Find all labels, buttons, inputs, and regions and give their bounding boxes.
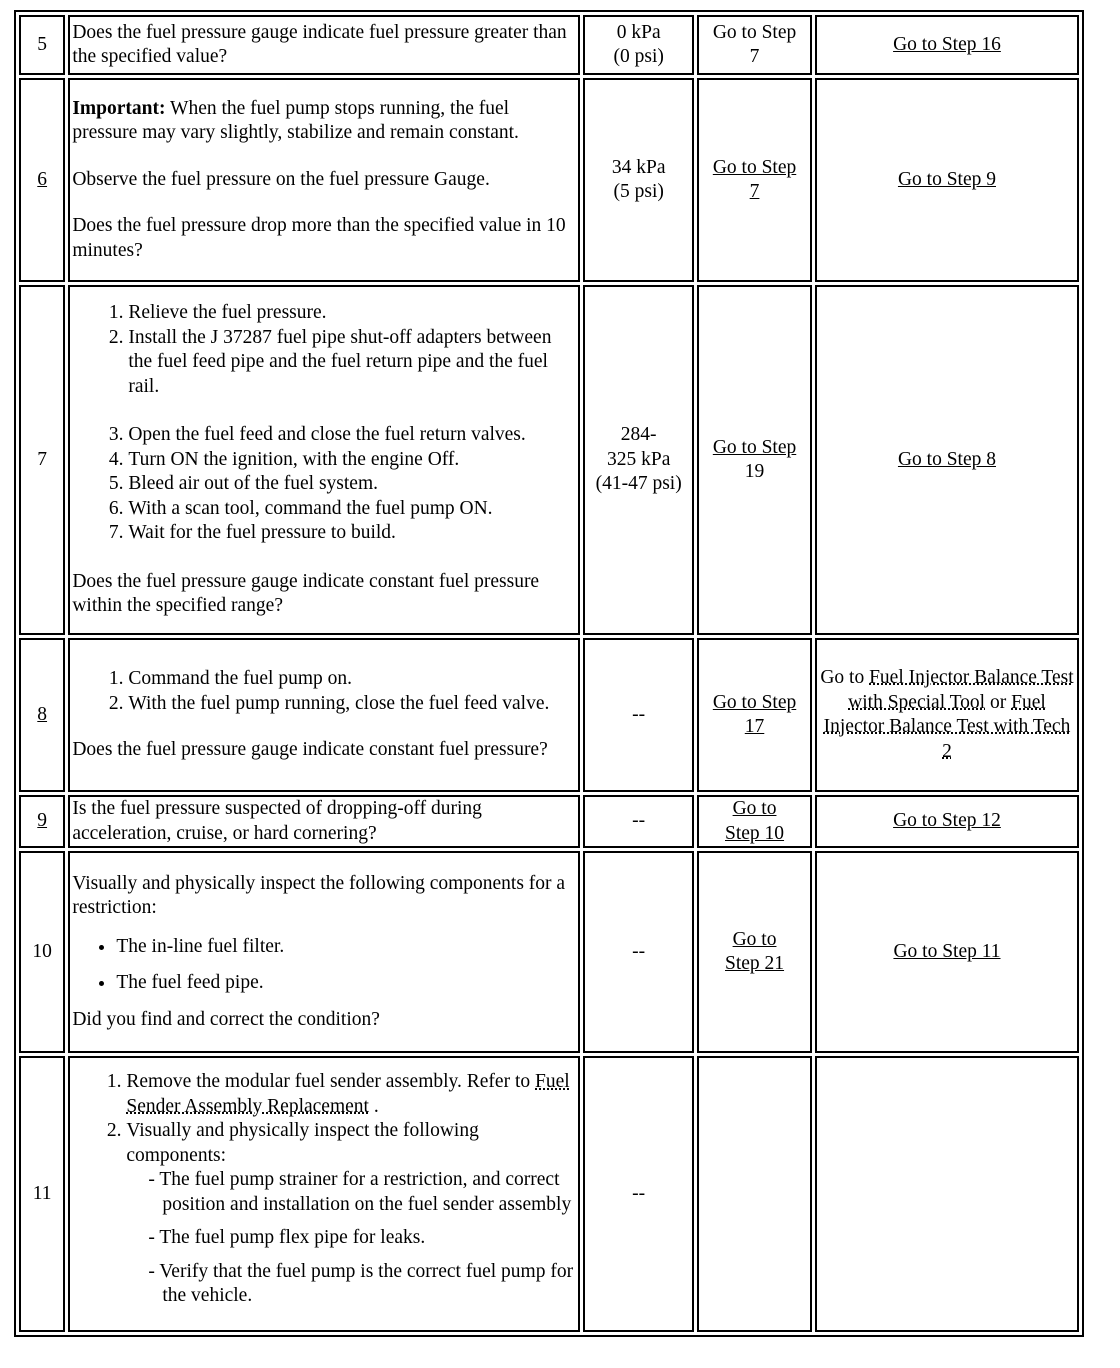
procedure-list (72, 667, 576, 716)
instruction-text: Observe the fuel pressure on the fuel pressure Gauge. (72, 168, 490, 190)
list-item: 1. Command the fuel pump on. (128, 667, 576, 692)
list-item: 1. Relieve the fuel pressure. (128, 301, 576, 326)
list-item: 2. Install the J 37287 fuel pipe shut-off adapters between the fuel feed pipe and the fuel return pipe and the fuel rail. (128, 326, 576, 400)
table-row-step-10 (19, 851, 1079, 1053)
yes-cell (697, 15, 812, 75)
no-cell (815, 15, 1079, 75)
yes-cell (697, 638, 812, 792)
item-text: Remove the modular fuel sender assembly. Refer to (126, 1071, 531, 1093)
value-cell (583, 78, 694, 282)
step-link[interactable]: 8 (37, 703, 48, 725)
step-link[interactable]: 9 (37, 810, 48, 832)
procedure-list (72, 1070, 576, 1309)
value-line: (5 psi) (613, 181, 664, 202)
yes-link[interactable]: Go to Step (712, 436, 797, 458)
step-number: 10 (19, 851, 65, 1053)
question-text: Does the fuel pressure gauge indicate constant fuel pressure? (72, 739, 548, 761)
no-cell (815, 285, 1079, 635)
yes-cell (697, 851, 812, 1053)
diagnostic-table-page (14, 10, 1084, 1337)
table-row-step-6 (19, 78, 1079, 282)
important-note (72, 97, 576, 146)
list-item: 5. Bleed air out of the fuel system. (128, 472, 576, 497)
value-cell: -- (583, 795, 694, 848)
action-cell (68, 638, 580, 792)
balance-test-tech2-link[interactable]: Fuel Injector Balance Test with Tech 2 (823, 691, 1071, 762)
action-cell (68, 15, 580, 75)
action-cell (68, 1056, 580, 1332)
no-mid: or (989, 691, 1007, 713)
action-cell (68, 285, 580, 635)
no-link[interactable]: Go to Step 11 (893, 940, 1001, 962)
step-number-link (19, 795, 65, 848)
value-cell: -- (583, 638, 694, 792)
step-number: 7 (19, 285, 65, 635)
table-row-step-8 (19, 638, 1079, 792)
yes-link[interactable]: Go to Step (712, 156, 797, 178)
dash-list (126, 1168, 576, 1309)
action-cell (68, 851, 580, 1053)
dash-item: - Verify that the fuel pump is the correct fuel pump for the vehicle. (148, 1260, 574, 1307)
no-link[interactable]: Go to Step 8 (897, 448, 996, 470)
no-link[interactable]: Go to Step 9 (897, 168, 996, 190)
procedure-list (72, 423, 576, 546)
value-cell: -- (583, 1056, 694, 1332)
no-cell (815, 78, 1079, 282)
list-item: • The in-line fuel filter. (116, 935, 576, 960)
yes-cell (697, 78, 812, 282)
dash-item: - The fuel pump flex pipe for leaks. (148, 1227, 426, 1249)
no-cell (815, 795, 1079, 848)
fuel-sender-replacement-link[interactable]: Fuel Sender Assembly Replacement (126, 1071, 570, 1117)
component-list (72, 935, 576, 996)
value-line: 284- (620, 424, 657, 446)
no-link[interactable]: Go to Step 16 (893, 33, 1001, 55)
dash-item-text: The fuel pump flex pipe for leaks. (159, 1227, 426, 1249)
step-number: 5 (19, 15, 65, 75)
step-link[interactable]: 6 (37, 168, 48, 190)
value-line: 325 kPa (606, 448, 671, 470)
action-cell (68, 78, 580, 282)
action-cell (68, 795, 580, 848)
dash-item-text: Verify that the fuel pump is the correct fuel pump for the vehicle. (159, 1260, 574, 1307)
list-item: 7. Wait for the fuel pressure to build. (128, 521, 576, 546)
value-cell: -- (583, 851, 694, 1053)
value-cell (583, 15, 694, 75)
value-line: 0 kPa (616, 21, 661, 43)
no-prefix: Go to (820, 667, 865, 688)
diagnostic-table (14, 10, 1084, 1337)
question-text: Did you find and correct the condition? (72, 1008, 380, 1030)
question-text: Does the fuel pressure drop more than the specified value in 10 minutes? (72, 215, 566, 261)
yes-link-step[interactable]: 19 (744, 461, 765, 482)
yes-cell (697, 795, 812, 848)
value-line: (0 psi) (613, 46, 664, 67)
dash-item: - The fuel pump strainer for a restriction, and correct position and installation on the fuel sender assembly (148, 1169, 572, 1215)
item-end: . (373, 1095, 379, 1117)
dash-item-text: The fuel pump strainer for a restriction, and correct position and installation on the fuel sender assembly (159, 1169, 572, 1215)
list-item: • The fuel feed pipe. (116, 971, 576, 996)
table-row-step-9 (19, 795, 1079, 848)
no-cell (815, 851, 1079, 1053)
question-text: Does the fuel pressure gauge indicate fuel pressure greater than the specified value? (72, 21, 567, 67)
value-line: 34 kPa (611, 156, 666, 178)
table-row-step-7 (19, 285, 1079, 635)
yes-link[interactable]: Go to Step (712, 691, 797, 713)
step-number-link (19, 638, 65, 792)
yes-link-step[interactable]: 17 (744, 716, 765, 737)
balance-test-special-tool-link[interactable]: Fuel Injector Balance Test with Special Tool (848, 667, 1074, 713)
question-text: Is the fuel pressure suspected of dropping-off during acceleration, cruise, or hard cornering? (72, 798, 482, 844)
no-cell (815, 638, 1079, 792)
important-text: When the fuel pump stops running, the fuel pressure may vary slightly, stabilize and remain constant. (72, 97, 519, 144)
yes-link[interactable]: Go to (732, 928, 777, 950)
yes-link-step[interactable]: Step 21 (725, 953, 785, 974)
list-item: 3. Open the fuel feed and close the fuel return valves. (128, 423, 576, 448)
procedure-list (72, 301, 576, 399)
list-item: 6. With a scan tool, command the fuel pump ON. (128, 497, 576, 522)
intro-text: Visually and physically inspect the following components for a restriction: (72, 872, 566, 919)
question-text: Does the fuel pressure gauge indicate constant fuel pressure within the specified range? (72, 570, 540, 617)
value-cell (583, 285, 694, 635)
important-label: Important: (72, 97, 166, 119)
yes-link-step[interactable]: Step 10 (725, 822, 785, 844)
step-number-link (19, 78, 65, 282)
yes-link-step[interactable]: 7 (749, 46, 760, 67)
table-row-step-11 (19, 1056, 1079, 1332)
yes-link[interactable]: Go to Step (712, 21, 797, 43)
yes-link-step[interactable]: 7 (749, 181, 760, 202)
item-text: Visually and physically inspect the following components: (126, 1120, 479, 1166)
table-row-step-5 (19, 15, 1079, 75)
yes-link[interactable]: Go to (732, 798, 777, 819)
list-item: 4. Turn ON the ignition, with the engine Off. (128, 448, 576, 473)
yes-cell (697, 285, 812, 635)
no-link[interactable]: Go to Step 12 (893, 810, 1001, 832)
list-item: 2. With the fuel pump running, close the fuel feed valve. (128, 692, 576, 717)
no-cell (815, 1056, 1079, 1332)
value-line: (41-47 psi) (595, 473, 682, 495)
list-item (126, 1070, 576, 1119)
step-number: 11 (19, 1056, 65, 1332)
yes-cell (697, 1056, 812, 1332)
list-item (126, 1119, 576, 1309)
